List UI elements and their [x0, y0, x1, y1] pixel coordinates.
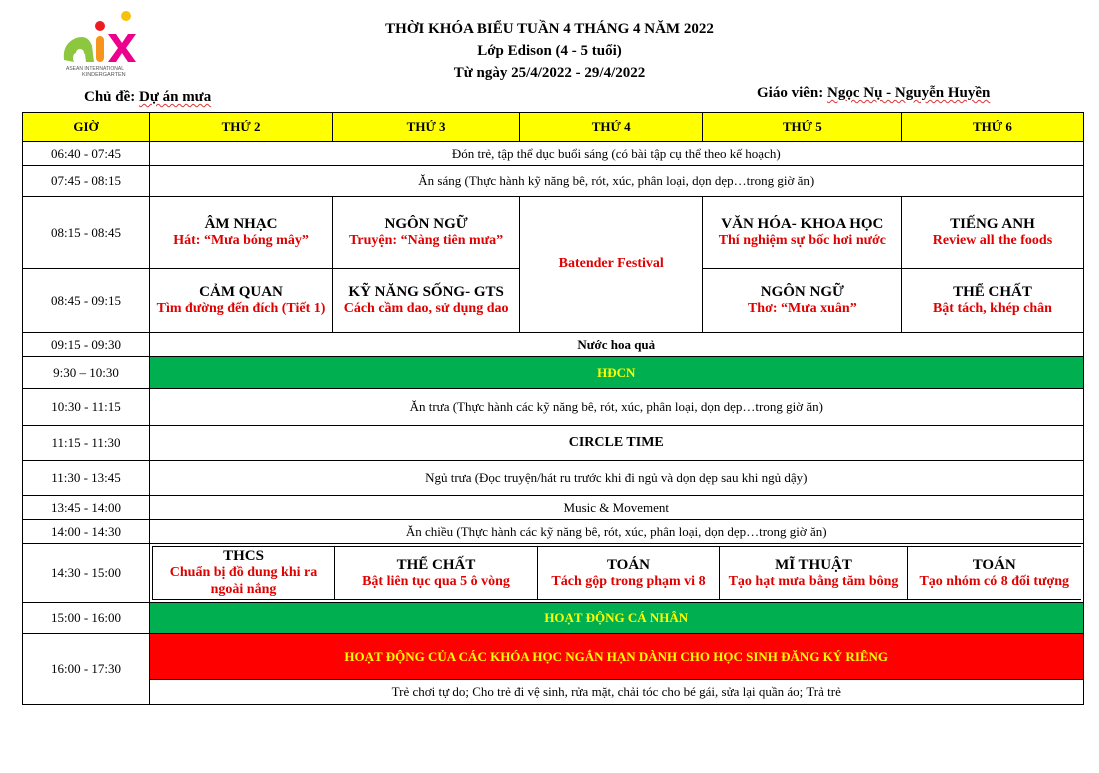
table-row: [23, 197, 1084, 269]
activity: Thí nghiệm sự bốc hơi nước: [718, 233, 886, 249]
subject: NGÔN NGỮ: [760, 284, 844, 301]
table-row: [23, 166, 1084, 197]
col-header-thu: THỨ 5: [703, 113, 902, 142]
activity-cell: Ăn chiều (Thực hành các kỹ năng bê, rót, xúc, phân loại, dọn dẹp…trong giờ ăn): [150, 520, 1084, 544]
time-cell: 14:30 - 15:00: [23, 544, 150, 603]
activity-cell: Ăn trưa (Thực hành các kỹ năng bê, rót, xúc, phân loại, dọn dẹp…trong giờ ăn): [150, 389, 1084, 426]
time-cell: 16:00 - 17:30: [23, 634, 150, 705]
subject: TOÁN: [972, 556, 1016, 573]
activity: Bật liên tục qua 5 ô vòng: [362, 573, 510, 589]
subject: ÂM NHẠC: [204, 216, 278, 233]
table-row: [23, 680, 1084, 705]
subject: VĂN HÓA- KHOA HỌC: [721, 216, 884, 233]
activity: Truyện: “Nàng tiên mưa”: [349, 233, 504, 249]
timetable: [22, 112, 1084, 705]
lesson-cell: [902, 197, 1083, 269]
table-row: [23, 544, 1084, 603]
table-row: [23, 603, 1084, 634]
time-cell: 08:15 - 08:45: [23, 197, 150, 269]
time-cell: 06:40 - 07:45: [23, 142, 150, 166]
table-row: [23, 461, 1084, 496]
time-cell: 13:45 - 14:00: [23, 496, 150, 520]
time-cell: 08:45 - 09:15: [23, 269, 150, 333]
subject: TIẾNG ANH: [950, 216, 1035, 233]
lesson-cell: [333, 269, 520, 333]
activity: Bật tách, khép chân: [932, 301, 1052, 317]
time-cell: 10:30 - 11:15: [23, 389, 150, 426]
lesson-cell: [538, 547, 720, 600]
short-courses-banner: HOẠT ĐỘNG CỦA CÁC KHÓA HỌC NGẮN HẠN DÀNH CHO HỌC SINH ĐĂNG KÝ RIÊNG: [150, 634, 1084, 680]
topic-label: Chủ đề:: [84, 89, 136, 105]
hdcn-banner: HĐCN: [150, 357, 1084, 389]
class-name: Lớp Edison (4 - 5 tuổi): [477, 43, 622, 59]
time-cell: 11:15 - 11:30: [23, 426, 150, 461]
logo-text-2: KINDERGARTEN: [82, 72, 126, 78]
activity: Tìm đường đến đích (Tiết 1): [156, 301, 326, 317]
activity: Batender Festival: [558, 256, 664, 272]
lesson-cell: [902, 269, 1083, 333]
activity-cell: Đón trẻ, tập thể dục buổi sáng (có bài tập cụ thể theo kế hoạch): [150, 142, 1084, 166]
afternoon-lessons: [150, 544, 1084, 603]
time-cell: 9:30 – 10:30: [23, 357, 150, 389]
table-row: [23, 333, 1084, 357]
col-header-fri: THỨ 6: [902, 113, 1083, 142]
activity: Hát: “Mưa bóng mây”: [173, 233, 309, 249]
teacher: [757, 85, 990, 102]
subject: THỂ CHẤT: [953, 284, 1032, 301]
lesson-cell: [720, 547, 908, 600]
table-row: [23, 426, 1084, 461]
table-row: [23, 520, 1084, 544]
activity-cell: CIRCLE TIME: [150, 426, 1084, 461]
activity-cell: Ăn sáng (Thực hành kỹ năng bê, rót, xúc, phân loại, dọn dẹp…trong giờ ăn): [150, 166, 1084, 197]
header-row: [23, 113, 1084, 142]
activity: Thơ: “Mưa xuân”: [747, 301, 857, 317]
subject: CẢM QUAN: [199, 284, 283, 301]
lesson-cell: [150, 269, 333, 333]
table-row: [23, 142, 1084, 166]
activity: Tạo hạt mưa bằng tăm bông: [728, 573, 899, 589]
col-header-mon: THỨ 2: [150, 113, 333, 142]
teacher-label: Giáo viên:: [757, 85, 824, 101]
col-header-time: GIỜ: [23, 113, 150, 142]
activity: Cách cầm dao, sử dụng dao: [343, 301, 509, 317]
activity-cell: Ngủ trưa (Đọc truyện/hát ru trước khi đi ngủ và dọn dẹp sau khi ngủ dậy): [150, 461, 1084, 496]
subject: NGÔN NGỮ: [384, 216, 468, 233]
topic-value: Dự án mưa: [139, 89, 212, 105]
topic: [84, 89, 211, 106]
page-title: THỜI KHÓA BIỂU TUẦN 4 THÁNG 4 NĂM 2022: [385, 21, 714, 37]
time-cell: 07:45 - 08:15: [23, 166, 150, 197]
lesson-cell: [153, 547, 335, 600]
subject: THCS: [223, 548, 264, 565]
lesson-cell: [703, 269, 902, 333]
lesson-cell: [150, 197, 333, 269]
lesson-cell: [333, 197, 520, 269]
lesson-cell: [520, 197, 703, 333]
date-range: Từ ngày 25/4/2022 - 29/4/2022: [453, 65, 646, 81]
activity-cell: Music & Movement: [150, 496, 1084, 520]
lesson-cell: [908, 547, 1081, 600]
table-row: [23, 357, 1084, 389]
activity: Tạo nhóm có 8 đối tượng: [919, 573, 1070, 589]
activity: Review all the foods: [932, 233, 1053, 249]
lesson-cell: [703, 197, 902, 269]
table-row: [23, 389, 1084, 426]
time-cell: 14:00 - 14:30: [23, 520, 150, 544]
activity: Chuẩn bị đồ dung khi ra ngoài nắng: [169, 565, 318, 597]
lesson-cell: [335, 547, 538, 600]
logo-text-1: ASEAN INTERNATIONAL: [66, 66, 124, 72]
activity: Tách gộp trong phạm vi 8: [551, 573, 706, 589]
time-cell: 09:15 - 09:30: [23, 333, 150, 357]
teacher-value: Ngọc Nụ - Nguyễn Huyền: [827, 85, 991, 101]
subject: TOÁN: [606, 556, 651, 573]
col-header-wed: THỨ 4: [520, 113, 703, 142]
table-row: [23, 634, 1084, 680]
time-cell: 15:00 - 16:00: [23, 603, 150, 634]
col-header-tue: THỨ 3: [333, 113, 520, 142]
table-row: [23, 496, 1084, 520]
activity-cell: Nước hoa quả: [150, 333, 1084, 357]
afternoon-lessons-grid: [152, 546, 1081, 600]
subject: KỸ NĂNG SỐNG- GTS: [348, 284, 504, 301]
subject: THỂ CHẤT: [396, 556, 476, 573]
activity-cell: Trẻ chơi tự do; Cho trẻ đi vệ sinh, rửa mặt, chải tóc cho bé gái, sửa lại quần áo; Trả trẻ: [150, 680, 1084, 705]
individual-activity-banner: HOẠT ĐỘNG CÁ NHÂN: [150, 603, 1084, 634]
subject: MĨ THUẬT: [775, 556, 852, 573]
time-cell: 11:30 - 13:45: [23, 461, 150, 496]
